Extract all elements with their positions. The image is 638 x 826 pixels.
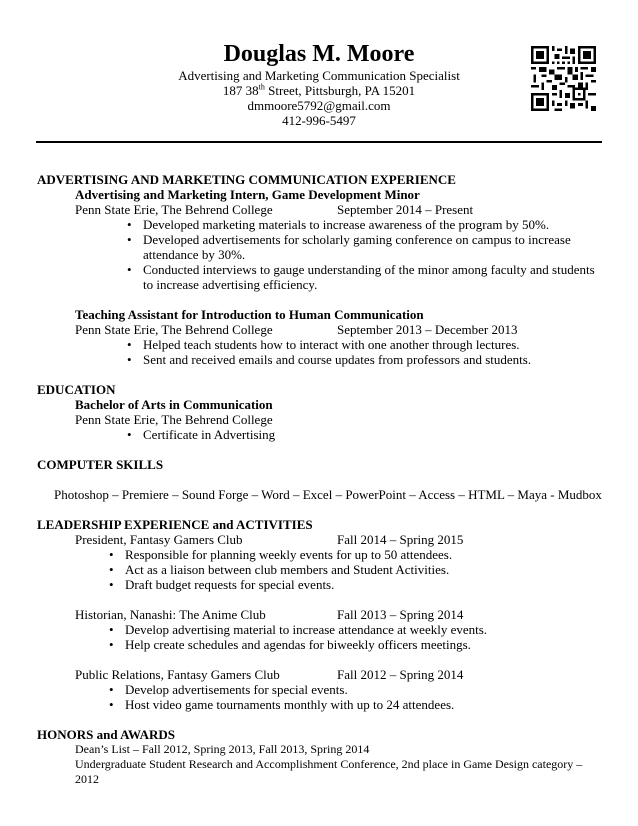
- role-dates: Fall 2014 – Spring 2015: [337, 532, 464, 547]
- job-org-row: [37, 322, 603, 337]
- education-bullets: [37, 427, 603, 442]
- school: Penn State Erie, The Behrend College: [75, 412, 273, 427]
- role-dates: Fall 2013 – Spring 2014: [337, 607, 464, 622]
- job-title: Teaching Assistant for Introduction to Human Communication: [75, 307, 424, 322]
- role-row: [37, 667, 603, 682]
- job-org: Penn State Erie, The Behrend College: [75, 202, 273, 217]
- role-title: Public Relations, Fantasy Gamers Club: [75, 667, 280, 682]
- job-bullets: [37, 217, 603, 292]
- job-dates: September 2013 – December 2013: [337, 322, 518, 337]
- job-dates: September 2014 – Present: [337, 202, 474, 217]
- honors-heading: HONORS and AWARDS: [37, 727, 175, 742]
- candidate-title: Advertising and Marketing Communication Specialist: [178, 68, 460, 83]
- role-bullet: • Act as a liaison between club members and Student Activities.: [109, 562, 603, 577]
- header-divider: [36, 141, 602, 143]
- role-row: [37, 532, 603, 547]
- role-title: Historian, Nanashi: The Anime Club: [75, 607, 266, 622]
- job-bullet: • Helped teach students how to interact with one another through lectures.: [127, 337, 603, 352]
- job-bullet: • Developed advertisements for scholarly gaming conference on campus to increase attendance by 30%.: [127, 232, 603, 262]
- candidate-phone: 412-996-5497: [282, 113, 356, 128]
- role-bullet: • Develop advertisements for special events.: [109, 682, 603, 697]
- role-bullets: [37, 622, 603, 652]
- role-bullets: [37, 547, 603, 592]
- job-bullet: • Developed marketing materials to increase awareness of the program by 50%.: [127, 217, 603, 232]
- experience-heading: ADVERTISING AND MARKETING COMMUNICATION EXPERIENCE: [37, 172, 456, 187]
- job-bullet: • Conducted interviews to gauge understanding of the minor among faculty and students to increase advertising efficiency.: [127, 262, 603, 292]
- skills-heading: COMPUTER SKILLS: [37, 457, 164, 472]
- address-suffix: th: [258, 82, 265, 92]
- role-dates: Fall 2012 – Spring 2014: [337, 667, 464, 682]
- skills-list: Photoshop – Premiere – Sound Forge – Word – Excel – PowerPoint – Access – HTML – Maya - Mudbox: [54, 487, 602, 502]
- honor-item: Dean’s List – Fall 2012, Spring 2013, Fall 2013, Spring 2014: [75, 742, 370, 756]
- job-bullet: • Sent and received emails and course updates from professors and students.: [127, 352, 603, 367]
- role-bullets: [37, 682, 603, 712]
- role-title: President, Fantasy Gamers Club: [75, 532, 243, 547]
- role-bullet: • Host video game tournaments monthly with up to 24 attendees.: [109, 697, 603, 712]
- role-bullet: • Responsible for planning weekly events for up to 50 attendees.: [109, 547, 603, 562]
- job-title: Advertising and Marketing Intern, Game Development Minor: [75, 187, 420, 202]
- education-heading: EDUCATION: [37, 382, 116, 397]
- job-org: Penn State Erie, The Behrend College: [75, 322, 273, 337]
- role-row: [37, 607, 603, 622]
- address-number: 187 38: [222, 83, 259, 98]
- candidate-email: dmmoore5792@gmail.com: [247, 98, 391, 113]
- degree: Bachelor of Arts in Communication: [75, 397, 273, 412]
- leadership-heading: LEADERSHIP EXPERIENCE and ACTIVITIES: [37, 517, 313, 532]
- role-bullet: • Help create schedules and agendas for biweekly officers meetings.: [109, 637, 603, 652]
- resume-body: [37, 172, 603, 787]
- job-bullets: [37, 337, 603, 367]
- role-bullet: • Draft budget requests for special events.: [109, 577, 603, 592]
- qr-code-icon: [531, 46, 596, 111]
- education-bullet: • Certificate in Advertising: [127, 427, 603, 442]
- job-org-row: [37, 202, 603, 217]
- address-street: Street, Pittsburgh, PA 15201: [264, 83, 416, 98]
- honor-item: Undergraduate Student Research and Accomplishment Conference, 2nd place in Game Design category – 2012: [75, 757, 583, 786]
- role-bullet: • Develop advertising material to increase attendance at weekly events.: [109, 622, 603, 637]
- candidate-name: Douglas M. Moore: [223, 41, 415, 67]
